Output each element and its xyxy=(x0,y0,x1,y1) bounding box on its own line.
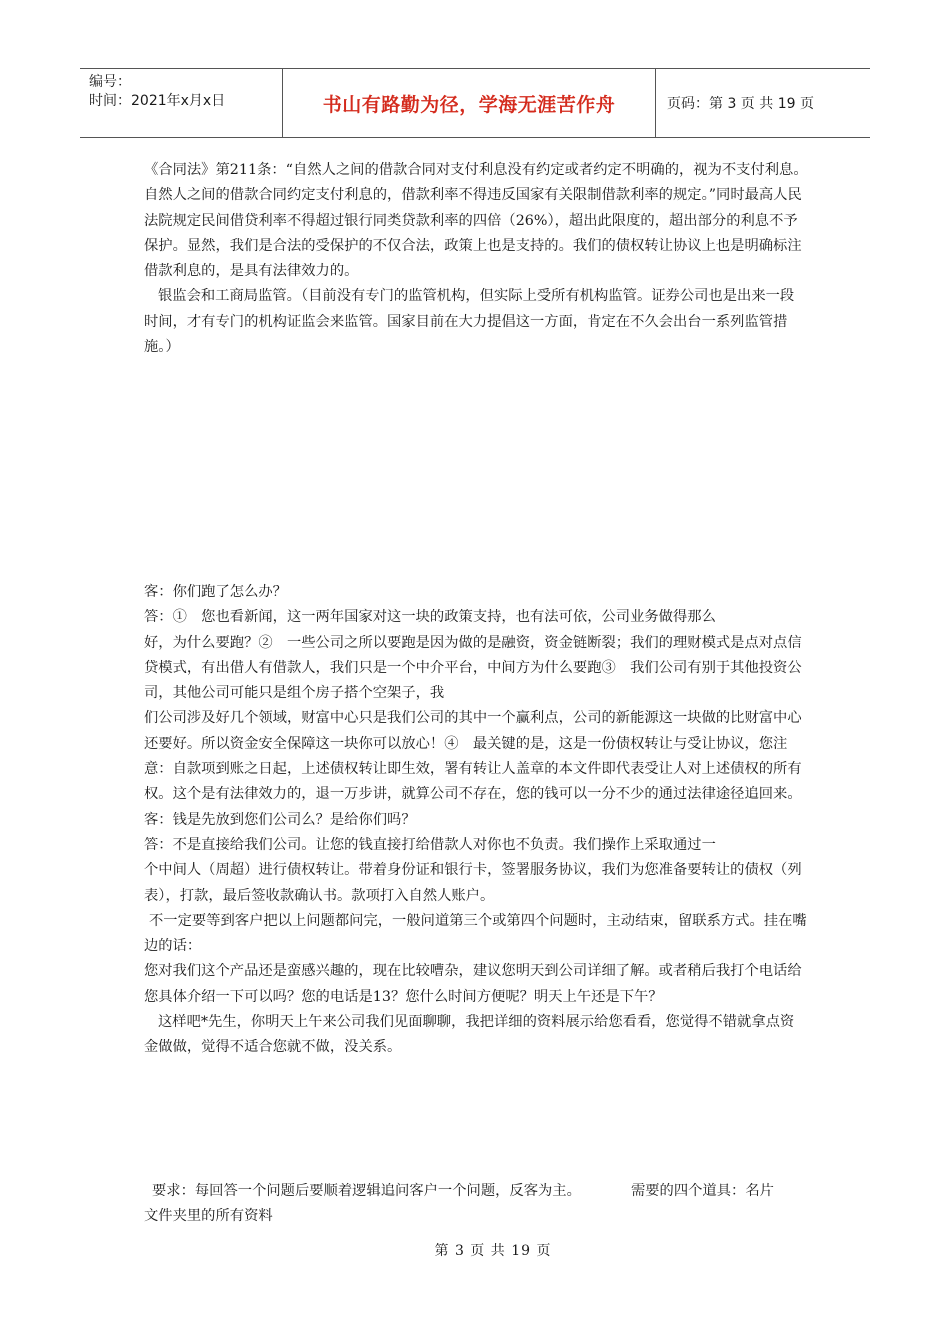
section-requirement xyxy=(144,1179,808,1230)
header-meta xyxy=(80,69,283,137)
document-number: 编号： xyxy=(89,74,131,90)
section-qa xyxy=(144,580,814,1061)
footer-page-number: 第 3 页 共 19 页 xyxy=(434,1243,552,1259)
page-footer xyxy=(0,1240,950,1260)
qa-answer-part-1: 答：① 您也看新闻，这一两年国家对这一块的政策支持，也有法可依，公司业务做得那么 xyxy=(144,609,716,626)
paragraph-closing-invite: 这样吧*先生，你明天上午来公司我们见面聊聊，我把详细的资料展示给您看看，您觉得不错就拿点资金做做，觉得不适合您就不做，没关系。 xyxy=(144,1014,795,1056)
paragraph-requirement: 要求：每回答一个问题后要顺着逻辑追问客户一个问题，反客为主。 需要的四个道具：名片 文件夹里的所有资料 xyxy=(144,1183,803,1225)
paragraph-contract-law: 《合同法》第211条：“自然人之间的借款合同对支付利息没有约定或者约定不明确的，视为不支付利息。自然人之间的借款合同约定支付利息的，借款利率不得违反国家有关限制借款利率的规定。”同时最高人民法院规定民间借贷利率不得超过银行同类贷款利率的四倍（26%），超出此限度的，超出部分的利息不予保护。显然，我们是合法的受保护的不仅合法，政策上也是支持的。我们的债权转让协议上也是明确标注借款利息的，是具有法律效力的。 xyxy=(144,162,808,280)
qa-answer-part-2: 好，为什么要跑？② 一些公司之所以要跑是因为做的是融资，资金链断裂；我们的理财模式是点对点信贷模式，有出借人有借款人，我们只是一个中介平台，中间方为什么要跑③ 我们公司有别于其他投资公司，其他公司可能只是组个房子搭个空架子，我 xyxy=(144,634,802,702)
qa-answer-money-part-1: 答：不是直接给我们公司。让您的钱直接打给借款人对你也不负责。我们操作上采取通过一 xyxy=(144,836,716,853)
page-header xyxy=(80,68,870,138)
qa-question-run-away: 客：你们跑了怎么办？ xyxy=(144,584,287,600)
header-page-number: 页码：第 3 页 共 19 页 xyxy=(667,96,814,112)
document-time: 时间：2021年x月x日 xyxy=(89,93,226,109)
qa-answer-part-3: 们公司涉及好几个领域，财富中心只是我们公司的其中一个赢利点，公司的新能源这一块做的比财富中心还要好。所以资金安全保障这一块你可以放心！④ 最关键的是，这是一份债权转让与受让协议，您注意：自款项到账之日起，上述债权转让即生效，署有转让人盖章的本文件即代表受让人对上述债权的所有权。这个是有法律效力的，退一万步讲，就算公司不存在，您的钱可以一分不少的通过法律途径追回来。 客：钱是先放到您们公司么？是给你们吗？ xyxy=(144,710,814,828)
qa-answer-money-part-2: 个中间人（周超）进行债权转让。带着身份证和银行卡，签署服务协议，我们为您准备要转让的债权（列表），打款，最后签收款确认书。款项打入自然人账户。 xyxy=(144,862,802,904)
paragraph-closing-tip: 不一定要等到客户把以上问题都问完，一般问道第三个或第四个问题时，主动结束，留联系方式。挂在嘴边的话： xyxy=(144,912,807,955)
paragraph-closing-phrase: 您对我们这个产品还是蛮感兴趣的，现在比较嘈杂，建议您明天到公司详细了解。或者稍后我打个电话给您具体介绍一下可以吗？您的电话是13？您什么时间方便呢？明天上午还是下午？ xyxy=(144,963,802,1005)
header-motto: 书山有路勤为径，学海无涯苦作舟 xyxy=(283,69,656,137)
paragraph-supervision: 银监会和工商局监管。（目前没有专门的监管机构，但实际上受所有机构监管。证券公司也是出来一段时间，才有专门的机构证监会来监管。国家目前在大力提倡这一方面，肯定在不久会出台一系列监管措施。） xyxy=(144,288,795,356)
section-legal-basis xyxy=(144,158,808,360)
